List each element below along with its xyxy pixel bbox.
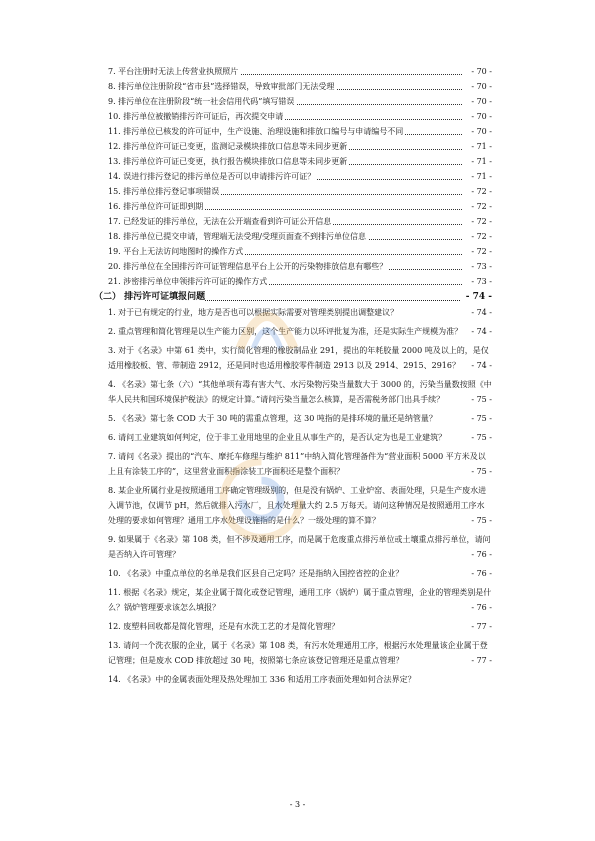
toc-entry-page: - 70 - [469, 124, 492, 139]
toc-entry[interactable] [108, 64, 492, 79]
toc-entry-page: - 70 - [469, 79, 492, 94]
toc-entry-text: 9. 排污单位在注册阶段“统一社会信用代码”填写错误 [108, 97, 295, 106]
question-text: 13. 请问一个洗衣服的企业，属于《名录》第 108 类，有污水处理通用工序，根据污水处理量该企业属于登记管理；但是废水 COD 排放超过 30 吨，按照第七条应该登记管理还是重点管理？ [108, 641, 488, 665]
toc-entry-text: 12. 排污单位许可证已变更，监测记录模块排放口信息等未同步更新 [108, 142, 348, 151]
question-entry[interactable] [108, 585, 492, 615]
page-number: - 3 - [289, 800, 306, 809]
toc-entry[interactable] [108, 199, 492, 214]
question-page: - 75 - [469, 464, 492, 479]
question-entry[interactable] [108, 430, 492, 445]
toc-entry[interactable] [108, 109, 492, 124]
question-text: 12. 废塑料回收都是简化管理，还是有水洗工艺的才是简化管理？ [108, 622, 340, 631]
toc-entry-page: - 72 - [469, 199, 492, 214]
toc-entry-page: - 70 - [469, 64, 492, 79]
question-text: 11. 根据《名录》规定，某企业属于简化或登记管理，通用工序（锅炉）属于重点管理，企业的管理类别是什么？锅炉管理要求该怎么填报？ [108, 588, 492, 612]
question-page: - 75 - [469, 430, 492, 445]
question-text: 7. 请问《名录》提出的“汽车、摩托车修理与维护 811”中纳入简化管理备件为“营业面积 5000 平方米及以上且有涂装工序的”，这里营业面积指涂装工序面积还是整个面积？ [108, 452, 486, 476]
table-of-contents [94, 64, 492, 687]
question-text: 4. 《名录》第七条（六）“其他单项有毒有害大气、水污染物污染当量数大于 3000 的，污染当量数按照《中华人民共和国环境保护税法》的规定计算。”请问污染当量怎么核算，是否需税务部门出具手续？ [108, 380, 492, 404]
toc-entry-text: 14. 误进行排污登记的排污单位是否可以申请排污许可证？ [108, 172, 316, 181]
toc-entry-page: - 71 - [469, 169, 492, 184]
toc-entry-page: - 70 - [469, 109, 492, 124]
toc-entry-page: - 72 - [469, 244, 492, 259]
question-text: 1. 对于已有规定的行业，地方是否也可以根据实际需要对管理类别提出调整建议？ [108, 308, 399, 317]
question-text: 8. 某企业所属行业是按照通用工序确定管理级别的，但是没有锅炉、工业炉窑、表面处理，只是生产废水进入调节池，仅调节 pH，然后就排入污水厂，且水处理量大约 2.5 万每天。请问这种情况是按照通用工序水处理的要求如何管理？通用工序水处理设施指的是什么？一级处理的算不算？ [108, 486, 487, 525]
toc-entry-text: 11. 排污单位已核发的许可证中，生产设施、治理设施和排放口编号与申请编号不同 [108, 127, 404, 136]
toc-entry-page: - 71 - [469, 139, 492, 154]
question-page: - 74 - [469, 358, 492, 373]
question-page: - 76 - [469, 547, 492, 562]
question-entry[interactable] [108, 377, 492, 407]
toc-entry[interactable] [108, 169, 492, 184]
toc-entry-page: - 72 - [469, 229, 492, 244]
toc-entry[interactable] [108, 259, 492, 274]
question-text: 10. 《名录》中重点单位的名单是我们区县自己定吗？还是指纳入国控省控的企业？ [108, 569, 404, 578]
toc-entry[interactable] [108, 124, 492, 139]
toc-entry-page: - 71 - [469, 154, 492, 169]
question-entry[interactable] [108, 619, 492, 634]
toc-entry[interactable] [108, 214, 492, 229]
toc-entry-page: - 72 - [469, 184, 492, 199]
question-page: - 77 - [469, 619, 492, 634]
watermark-logo-icon-2 [214, 452, 309, 547]
toc-entry[interactable] [108, 184, 492, 199]
toc-entry-page: - 73 - [469, 259, 492, 274]
question-entry[interactable] [108, 638, 492, 668]
toc-entry[interactable] [108, 229, 492, 244]
toc-entry[interactable] [108, 139, 492, 154]
question-text: 2. 重点管理和简化管理是以生产能力区别，这个生产能力以环评批复为准，还是实际生产规模为准？ [108, 327, 463, 336]
toc-entry-page: - 73 - [469, 274, 492, 289]
toc-entry-text: 17. 已经发证的排污单位，无法在公开端查看到许可证公开信息 [108, 217, 332, 226]
question-page: - 74 - [469, 305, 492, 320]
toc-entry[interactable] [108, 79, 492, 94]
watermark-logo-icon [222, 276, 312, 366]
question-text: 14. 《名录》中的金属表面处理及热处理加工 336 和适用工序表面处理如何合法界定？ [108, 675, 416, 684]
question-page: - 75 - [469, 392, 492, 407]
toc-entry-text: 16. 排污单位许可证即到期 [108, 202, 204, 211]
question-text: 3. 对于《名录》中第 61 类中，实行简化管理的橡胶制品业 291，提出的年耗胶量 2000 吨及以上的，是仅适用橡胶板、管、带制造 2912，还是同时也适用橡胶零件制造 2913 以及 2914、2915、2916？ [108, 346, 489, 370]
toc-entry-text: 7. 平台注册时无法上传营业执照照片 [108, 67, 239, 76]
toc-entry-page: - 72 - [469, 214, 492, 229]
question-page: - 77 - [469, 653, 492, 668]
toc-entry-text: 19. 平台上无法访问地图时的操作方式 [108, 247, 244, 256]
question-text: 6. 请问工业建筑如何判定，位于非工业用地里的企业且从事生产的，是否认定为也是工业建筑？ [108, 433, 447, 442]
toc-entry-text: 15. 排污单位排污登记事项错误 [108, 187, 220, 196]
toc-entry[interactable] [108, 94, 492, 109]
question-page: - 75 - [469, 411, 492, 426]
toc-entry[interactable] [108, 154, 492, 169]
toc-entry-text: 21. 涉密排污单位申领排污许可证的操作方式 [108, 277, 268, 286]
question-text: 9. 如果属于《名录》第 108 类，但不涉及通用工序，而是属于危废重点排污单位或土壤重点排污单位，请问是否纳入许可管理？ [108, 535, 491, 559]
question-text: 5. 《名录》第七条 COD 大于 30 吨的需重点管理，这 30 吨指的是排环境的量还是纳管量？ [108, 414, 437, 423]
toc-entry-text: 13. 排污单位许可证已变更，执行报告模块排放口信息等未同步更新 [108, 157, 348, 166]
question-page: - 75 - [469, 513, 492, 528]
toc-entry-page: - 70 - [469, 94, 492, 109]
toc-entry-text: 18. 排污单位已提交申请，管理端无法受理/受理页面查不到排污单位信息 [108, 232, 366, 241]
question-page: - 76 - [469, 566, 492, 581]
question-page: - 76 - [469, 600, 492, 615]
toc-entry-text: 10. 排污单位被撤销排污许可证后，再次提交申请 [108, 112, 284, 121]
question-page: - 74 - [469, 324, 492, 339]
question-entry[interactable] [108, 411, 492, 426]
toc-entry-text: 8. 排污单位注册阶段“省市县”选择错误，导致审批部门无法受理 [108, 82, 335, 91]
question-entry[interactable] [108, 566, 492, 581]
toc-items [108, 64, 492, 289]
question-entry[interactable] [108, 672, 492, 687]
toc-entry[interactable] [108, 244, 492, 259]
section-page: - 74 - [464, 289, 492, 305]
toc-entry-text: 20. 排污单位在全国排污许可证管理信息平台上公开的污染物排放信息有哪些？ [108, 262, 388, 271]
section-title: （二） 排污许可证填报问题 [94, 292, 206, 302]
